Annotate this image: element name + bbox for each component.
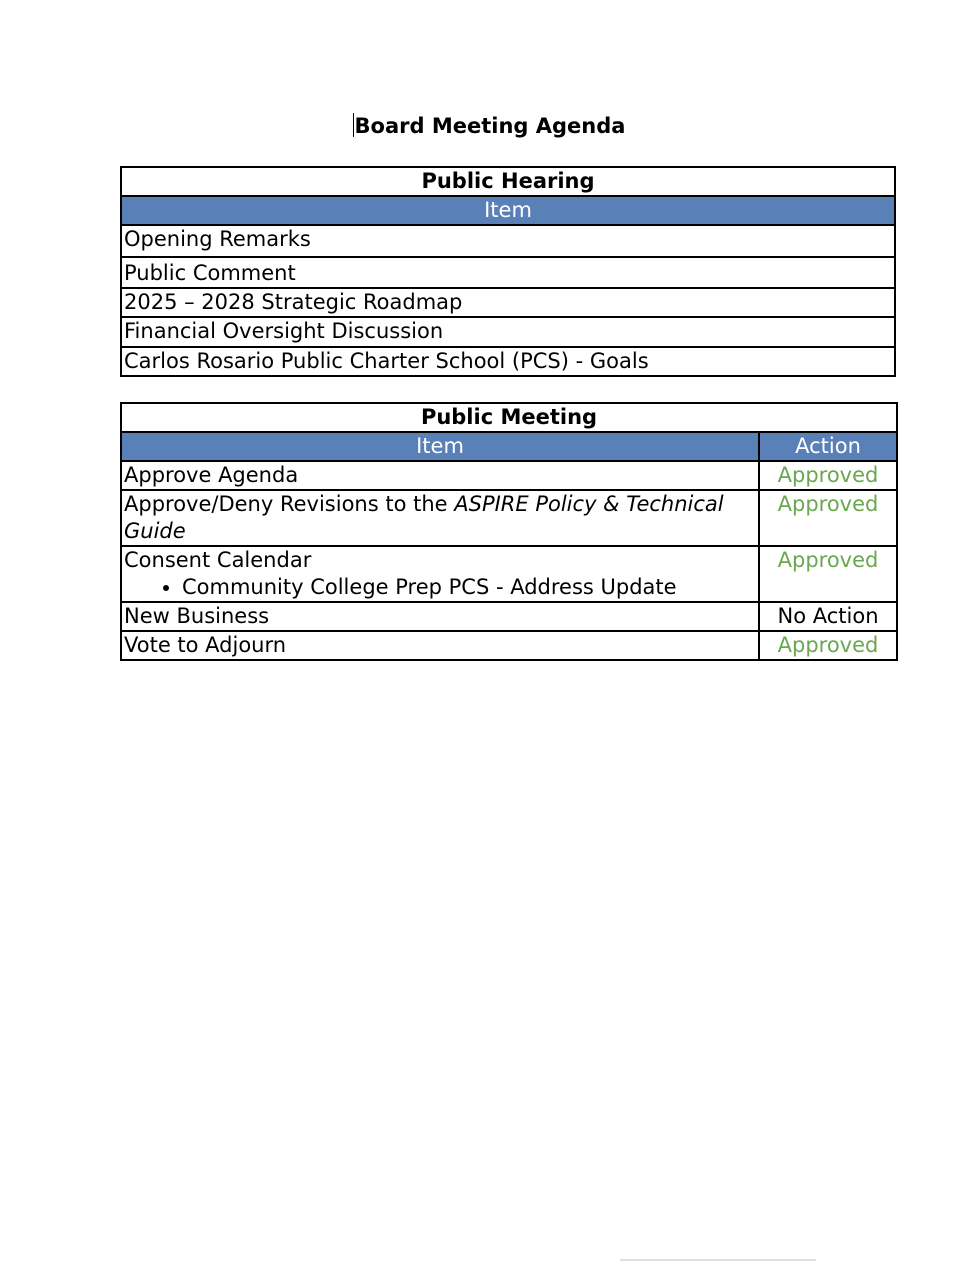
table-row — [121, 602, 897, 631]
agenda-item-text: Consent Calendar — [124, 548, 312, 572]
public-hearing-title-row — [121, 167, 895, 196]
public-hearing-table — [120, 166, 896, 377]
agenda-item: 2025 – 2028 Strategic Roadmap — [121, 288, 895, 317]
agenda-item: Public Comment — [121, 257, 895, 288]
table-row — [121, 461, 897, 490]
agenda-item: Financial Oversight Discussion — [121, 317, 895, 347]
agenda-item: New Business — [121, 602, 759, 631]
agenda-item — [121, 490, 759, 546]
agenda-item — [121, 546, 759, 602]
sub-item: • Community College Prep PCS - Address Update — [182, 574, 756, 601]
sub-item-list — [124, 574, 756, 601]
public-hearing-item-header: Item — [121, 196, 895, 225]
public-hearing-header-row — [121, 196, 895, 225]
public-meeting-header-row — [121, 432, 897, 461]
action-status: Approved — [759, 631, 897, 660]
action-status: Approved — [759, 490, 897, 546]
table-row — [121, 490, 897, 546]
agenda-item: Carlos Rosario Public Charter School (PCS) - Goals — [121, 347, 895, 376]
page-title-text: Board Meeting Agenda — [354, 114, 626, 138]
page-title — [0, 112, 978, 140]
table-row — [121, 631, 897, 660]
action-status: Approved — [759, 461, 897, 490]
public-meeting-item-header: Item — [121, 432, 759, 461]
public-hearing-title: Public Hearing — [121, 167, 895, 196]
table-row — [121, 347, 895, 376]
agenda-item-text: Approve/Deny Revisions to the — [124, 492, 455, 516]
text-cursor — [353, 113, 354, 137]
agenda-item: Vote to Adjourn — [121, 631, 759, 660]
agenda-item: Approve Agenda — [121, 461, 759, 490]
action-status: Approved — [759, 546, 897, 602]
table-row — [121, 257, 895, 288]
table-row — [121, 546, 897, 602]
public-meeting-title-row — [121, 403, 897, 432]
agenda-item-document-title: ASPIRE Policy & Technical Guide — [124, 492, 724, 543]
table-row — [121, 288, 895, 317]
public-meeting-title: Public Meeting — [121, 403, 897, 432]
action-status: No Action — [759, 602, 897, 631]
agenda-item: Opening Remarks — [121, 225, 895, 257]
page-divider — [620, 1259, 816, 1261]
public-meeting-action-header: Action — [759, 432, 897, 461]
table-row — [121, 317, 895, 347]
public-meeting-table — [120, 402, 898, 661]
table-row — [121, 225, 895, 257]
